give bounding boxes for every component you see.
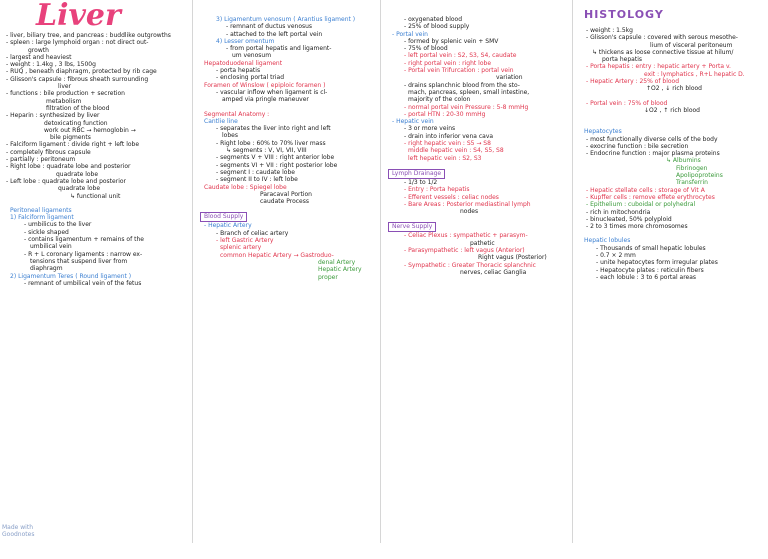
note-text: Fibrinogen: [676, 164, 708, 172]
note-text: - segments VI + VII : right posterior lobe: [216, 161, 338, 169]
note-line: [386, 125, 566, 132]
note-line: [6, 243, 188, 250]
note-text: - right hepatic vein : S5 → S8: [404, 140, 491, 148]
note-text: - Endocrine function : major plasma proteins: [586, 150, 720, 158]
note-line: [580, 27, 766, 34]
note-line: [580, 267, 766, 274]
note-line: [198, 89, 374, 96]
note-text: - Kupffer cells : remove effete erythrocytes: [586, 193, 715, 201]
note-text: ↓O2 , ↑ rich blood: [644, 106, 700, 114]
note-text: - left portal vein : S2, S3, S4, caudate: [404, 52, 517, 60]
note-text: pathetic: [470, 239, 495, 247]
note-line: [386, 67, 566, 74]
section-title: HISTOLOGY: [584, 8, 664, 21]
note-line: [198, 259, 374, 266]
note-line: [386, 247, 566, 254]
notes-column-3: [386, 0, 566, 559]
note-text: - 1/3 to 1/2: [404, 178, 438, 186]
note-line: [386, 118, 566, 125]
note-text: - Parasympathetic : left vagus (Anterior): [404, 247, 525, 255]
note-text: Nerve Supply: [388, 222, 436, 232]
note-text: - Thousands of small hepatic lobules: [596, 244, 706, 252]
note-line: [6, 251, 188, 258]
note-text: - Glisson's capsule : covered with serous mesothe-: [586, 34, 738, 42]
note-text: - right portal vein : right lobe: [404, 59, 492, 67]
note-text: - most functionally diverse cells of the body: [586, 135, 718, 143]
note-line: [580, 136, 766, 143]
note-text: - Hepatic Artery : 25% of blood: [586, 78, 680, 86]
note-text: Right vagus (Posterior): [478, 254, 547, 262]
note-line: [386, 232, 566, 239]
note-text: - rich in mitochondria: [586, 208, 651, 216]
note-text: - binucleated, 50% polyploid: [586, 215, 672, 223]
note-line: [580, 114, 766, 121]
note-text: - drain into inferior vena cava: [404, 132, 494, 140]
notes-column-1: [6, 0, 188, 543]
note-text: - from portal hepatis and ligament-: [226, 45, 332, 53]
note-text: - remnant of ductus venosus: [226, 23, 313, 31]
note-line: [198, 67, 374, 74]
note-line: [580, 259, 766, 266]
note-line: [198, 147, 374, 154]
note-line: [580, 49, 766, 56]
note-line: [198, 162, 374, 169]
note-line: [580, 230, 766, 237]
note-text: splenic artery: [220, 244, 262, 252]
note-text: - Epithelium : cuboidal or polyhedral: [586, 201, 696, 209]
note-text: Hepatocytes: [584, 128, 622, 136]
note-text: - Falciform ligament : divide right + left lobe: [6, 141, 140, 149]
note-line: [580, 150, 766, 157]
note-line: [386, 186, 566, 193]
note-line: [6, 207, 188, 214]
page-title: Liver: [36, 0, 121, 33]
note-line: [580, 223, 766, 230]
note-line: [580, 187, 766, 194]
note-line: [6, 273, 188, 280]
note-text: ↑O2 , ↓ rich blood: [646, 85, 702, 93]
note-line: [580, 216, 766, 223]
note-line: [580, 42, 766, 49]
note-text: - remnant of umbilical vein of the fetus: [24, 279, 142, 287]
note-line: [580, 237, 766, 244]
note-text: 1) Falciform ligament: [10, 214, 74, 222]
note-text: - Hepatocyte plates : reticulin fibers: [596, 266, 704, 274]
note-line: [386, 269, 566, 276]
note-text: - largest and heaviest: [6, 53, 72, 61]
note-line: [386, 60, 566, 67]
note-text: - RUQ , beneath diaphragm, protected by rib cage: [6, 68, 157, 76]
note-line: [386, 74, 566, 81]
note-text: ↳ thickens as loose connective tissue at hilum/: [592, 48, 734, 56]
note-line: [6, 98, 188, 105]
note-line: [580, 172, 766, 179]
note-text: detoxicating function: [44, 119, 108, 127]
note-line: [580, 34, 766, 41]
note-text: ↳ segments : V, VI, VII, VIII: [226, 147, 307, 155]
note-text: Foramen of Winslow ( epiploic foramen ): [204, 81, 326, 89]
note-text: denal Artery: [318, 258, 356, 266]
note-text: - Hepatic Artery: [204, 222, 252, 230]
note-text: - Left lobe : quadrate lobe and posterior: [6, 177, 126, 185]
note-line: [386, 31, 566, 38]
note-line: [6, 265, 188, 272]
note-text: ↳ Albumins: [666, 157, 701, 165]
note-text: - attached to the left portal vein: [226, 30, 323, 38]
note-line: [6, 171, 188, 178]
note-text: liver: [58, 83, 72, 91]
note-line: [386, 155, 566, 162]
note-line: [198, 244, 374, 251]
note-text: - Bare Areas : Posterior mediastinal lymph: [404, 200, 531, 208]
note-text: - each lobule : 3 to 6 portal areas: [596, 273, 697, 281]
note-text: mach, pancreas, spleen, small intestine,: [408, 88, 530, 96]
goodnotes-watermark: Made with Goodnotes: [2, 524, 35, 539]
note-text: majority of the colon: [408, 96, 471, 104]
note-text: middle hepatic vein : S4, S5, S8: [408, 147, 504, 155]
note-line: [198, 96, 374, 103]
note-text: - Glisson's capsule : fibrous sheath surrounding: [6, 75, 149, 83]
notes-column-4: [580, 0, 766, 543]
note-line: [6, 68, 188, 75]
note-text: - weight : 1.4kg , 3 lbs, 1500g: [6, 61, 96, 69]
note-text: Cantlie line: [204, 117, 238, 125]
note-text: 4) Lesser omentum: [216, 37, 275, 45]
note-line: [6, 112, 188, 119]
note-text: - segments V + VIII : right anterior lobe: [216, 154, 335, 162]
note-text: Hepatic Artery: [318, 266, 362, 274]
note-text: 2) Ligamentum Teres ( Round ligament ): [10, 272, 132, 280]
note-line: [386, 96, 566, 103]
note-line: [386, 215, 566, 222]
note-text: - 3 or more veins: [404, 125, 456, 133]
note-line: [580, 209, 766, 216]
note-line: [386, 254, 566, 261]
note-text: - Portal vein : 75% of blood: [586, 99, 668, 107]
note-line: [386, 194, 566, 201]
note-line: [198, 266, 374, 273]
note-line: [580, 85, 766, 92]
note-text: Peritoneal ligaments: [10, 206, 72, 214]
note-text: lium of visceral peritoneum: [650, 41, 733, 49]
note-text: left hepatic vein : S2, S3: [408, 154, 482, 162]
note-text: - Right lobe : 60% to 70% liver mass: [216, 139, 326, 147]
note-line: [580, 121, 766, 128]
note-text: - sickle shaped: [24, 228, 69, 236]
note-line: [6, 229, 188, 236]
note-text: variation: [496, 74, 523, 82]
note-line: [386, 140, 566, 147]
note-text: - porta hepatis: [216, 67, 261, 75]
note-text: work out RBC → hemoglobin →: [44, 126, 136, 134]
note-line: [6, 61, 188, 68]
note-text: Lymph Drainage: [388, 169, 445, 179]
note-line: [198, 176, 374, 183]
note-line: [580, 165, 766, 172]
note-line: [198, 38, 374, 45]
note-text: Hepatic lobules: [584, 237, 631, 245]
note-line: [6, 90, 188, 97]
note-line: [580, 93, 766, 100]
note-text: amped via pringle maneuver: [222, 96, 309, 104]
note-text: - 25% of blood supply: [404, 23, 470, 31]
note-line: [6, 47, 188, 54]
note-text: Segmental Anatomy :: [204, 110, 270, 118]
note-text: - Right lobe : quadrate lobe and posterior: [6, 163, 131, 171]
note-line: [198, 222, 374, 229]
note-text: - contains ligamentum + remains of the: [24, 236, 144, 244]
note-text: - separates the liver into right and left: [216, 125, 331, 133]
note-text: - 75% of blood: [404, 45, 448, 53]
note-text: - weight : 1.5kg: [586, 27, 633, 34]
column-divider: [572, 0, 573, 543]
note-line: [6, 163, 188, 170]
note-text: - Hepatic stellate cells : storage of Vit A: [586, 186, 705, 194]
note-line: [386, 208, 566, 215]
note-text: - oxygenated blood: [404, 16, 463, 23]
note-line: [198, 31, 374, 38]
note-line: [386, 16, 566, 23]
note-text: - Porta hepatis : entry : hepatic artery + Porta v.: [586, 63, 731, 71]
note-text: tensions that suspend liver from: [30, 257, 128, 265]
note-line: [386, 162, 566, 169]
note-text: - umbilicus to the liver: [24, 221, 92, 229]
notes-lines: [6, 32, 188, 287]
note-line: [6, 178, 188, 185]
note-text: - segment II to IV : left lobe: [216, 176, 298, 184]
note-text: - 2 to 3 times more chromosomes: [586, 223, 688, 231]
note-line: [6, 280, 188, 287]
note-line: [198, 111, 374, 118]
note-text: growth: [28, 46, 49, 54]
note-text: - completely fibrous capsule: [6, 148, 91, 156]
note-text: quadrate lobe: [58, 185, 101, 193]
note-text: - normal portal vein Pressure : 5-8 mmHg: [404, 103, 529, 111]
note-line: [580, 252, 766, 259]
note-line: [6, 149, 188, 156]
note-text: exit : lymphatics , R+L hepatic D.: [644, 70, 745, 78]
note-line: [6, 83, 188, 90]
note-text: lobes: [222, 132, 238, 140]
note-line: [198, 212, 374, 222]
note-text: - spleen : large lymphoid organ : not direct out-: [6, 39, 149, 47]
note-line: [198, 252, 374, 259]
note-text: - Heparin : synthesized by liver: [6, 112, 100, 120]
note-line: [386, 38, 566, 45]
note-line: [6, 156, 188, 163]
note-text: - drains splanchnic blood from the sto-: [404, 81, 520, 89]
note-text: - exocrine function : bile secretion: [586, 142, 689, 150]
note-line: [198, 191, 374, 198]
note-line: [198, 118, 374, 125]
note-text: um venosum: [232, 52, 272, 60]
note-line: [198, 184, 374, 191]
note-line: [580, 63, 766, 70]
note-text: - Portal vein Trifurcation : portal vein: [404, 67, 514, 75]
notes-lines: [386, 16, 566, 276]
note-text: porta hepatis: [602, 56, 643, 64]
note-text: - Celiac Plexus : sympathetic + parasym-: [404, 232, 528, 240]
note-text: Hepatoduodenal ligament: [204, 59, 283, 67]
note-line: [386, 201, 566, 208]
note-line: [198, 82, 374, 89]
note-line: [580, 78, 766, 85]
note-line: [580, 128, 766, 135]
note-text: filtration of the blood: [46, 104, 110, 112]
note-line: [580, 179, 766, 186]
note-text: - enclosing portal triad: [216, 74, 285, 82]
column-divider: [380, 0, 381, 543]
note-line: [580, 157, 766, 164]
note-text: caudate Process: [260, 198, 309, 206]
note-line: [386, 111, 566, 118]
note-text: - Entry : Porta hepatis: [404, 186, 470, 194]
note-text: nodes: [460, 208, 479, 216]
note-line: [6, 141, 188, 148]
note-text: - liver, biliary tree, and pancreas : buddlike outgrowths: [6, 32, 171, 39]
note-text: proper: [318, 273, 338, 281]
note-line: [198, 45, 374, 52]
note-line: [386, 45, 566, 52]
note-line: [386, 147, 566, 154]
note-line: [198, 74, 374, 81]
notes-column-2: [198, 0, 374, 559]
note-text: - Efferent vessels : celiac nodes: [404, 193, 499, 201]
note-line: [198, 154, 374, 161]
note-line: [6, 39, 188, 46]
note-text: - Sympathetic : Greater Thoracic splanchnic: [404, 261, 536, 269]
note-line: [6, 120, 188, 127]
note-line: [580, 100, 766, 107]
note-line: [580, 143, 766, 150]
note-line: [198, 230, 374, 237]
note-line: [198, 125, 374, 132]
note-line: [198, 52, 374, 59]
note-line: [198, 198, 374, 205]
note-line: [198, 140, 374, 147]
note-line: [386, 23, 566, 30]
note-line: [6, 127, 188, 134]
note-line: [580, 245, 766, 252]
note-line: [6, 214, 188, 221]
note-text: quadrate lobe: [56, 170, 99, 178]
note-line: [386, 222, 566, 232]
note-text: - segment I : caudate lobe: [216, 168, 295, 176]
note-line: [198, 132, 374, 139]
note-line: [580, 194, 766, 201]
note-line: [386, 262, 566, 269]
note-line: [6, 236, 188, 243]
note-line: [386, 133, 566, 140]
note-line: [386, 169, 566, 179]
note-line: [198, 237, 374, 244]
note-line: [6, 105, 188, 112]
note-line: [6, 54, 188, 61]
note-text: - left Gastric Artery: [216, 237, 274, 245]
note-text: - unite hepatocytes form irregular plates: [596, 259, 718, 267]
note-text: - Branch of celiac artery: [216, 229, 289, 237]
note-line: [580, 274, 766, 281]
column-divider: [192, 0, 193, 543]
note-line: [580, 71, 766, 78]
note-line: [386, 82, 566, 89]
note-text: bile pigments: [50, 134, 91, 142]
note-text: - Portal vein: [392, 30, 428, 38]
note-text: umbilical vein: [30, 243, 72, 251]
note-text: 3) Ligamentum venosum ( Arantius ligament ): [216, 16, 356, 23]
note-text: Transferrin: [676, 179, 708, 187]
note-line: [198, 104, 374, 111]
note-text: metabolism: [46, 97, 82, 105]
note-line: [386, 52, 566, 59]
note-line: [580, 107, 766, 114]
note-text: - functions : bile production + secretion: [6, 90, 125, 98]
note-line: [580, 56, 766, 63]
note-line: [386, 240, 566, 247]
note-text: - formed by splenic vein + SMV: [404, 37, 499, 45]
note-text: ↳ functional unit: [70, 192, 121, 200]
note-line: [198, 23, 374, 30]
note-line: [6, 200, 188, 207]
note-line: [6, 134, 188, 141]
note-text: - portal HTN : 20-30 mmHg: [404, 110, 486, 118]
note-text: - vascular inflow when ligament is cl-: [216, 88, 328, 96]
note-text: Paracaval Portion: [260, 190, 312, 198]
note-text: Caudate lobe : Spiegel lobe: [204, 183, 287, 191]
note-line: [6, 185, 188, 192]
note-text: - 0.7 × 2 mm: [596, 252, 636, 260]
note-line: [198, 274, 374, 281]
note-line: [198, 16, 374, 23]
note-text: - R + L coronary ligaments : narrow ex-: [24, 250, 143, 258]
notes-lines: [580, 27, 766, 281]
note-line: [198, 60, 374, 67]
note-text: diaphragm: [30, 265, 63, 273]
note-line: [386, 104, 566, 111]
note-text: common Hepatic Artery → Gastroduo-: [220, 251, 334, 259]
note-text: Blood Supply: [200, 212, 247, 222]
note-line: [6, 76, 188, 83]
note-line: [198, 205, 374, 212]
note-line: [386, 179, 566, 186]
note-line: [580, 201, 766, 208]
note-text: - Hepatic vein: [392, 118, 434, 126]
note-line: [6, 193, 188, 200]
note-line: [6, 32, 188, 39]
note-line: [6, 221, 188, 228]
note-text: nerves, celiac Ganglia: [460, 268, 527, 276]
notes-lines: [198, 16, 374, 281]
note-text: - partially : peritoneum: [6, 156, 76, 164]
note-text: Apolipoproteins: [676, 172, 723, 180]
note-line: [6, 258, 188, 265]
note-line: [198, 169, 374, 176]
note-line: [386, 89, 566, 96]
